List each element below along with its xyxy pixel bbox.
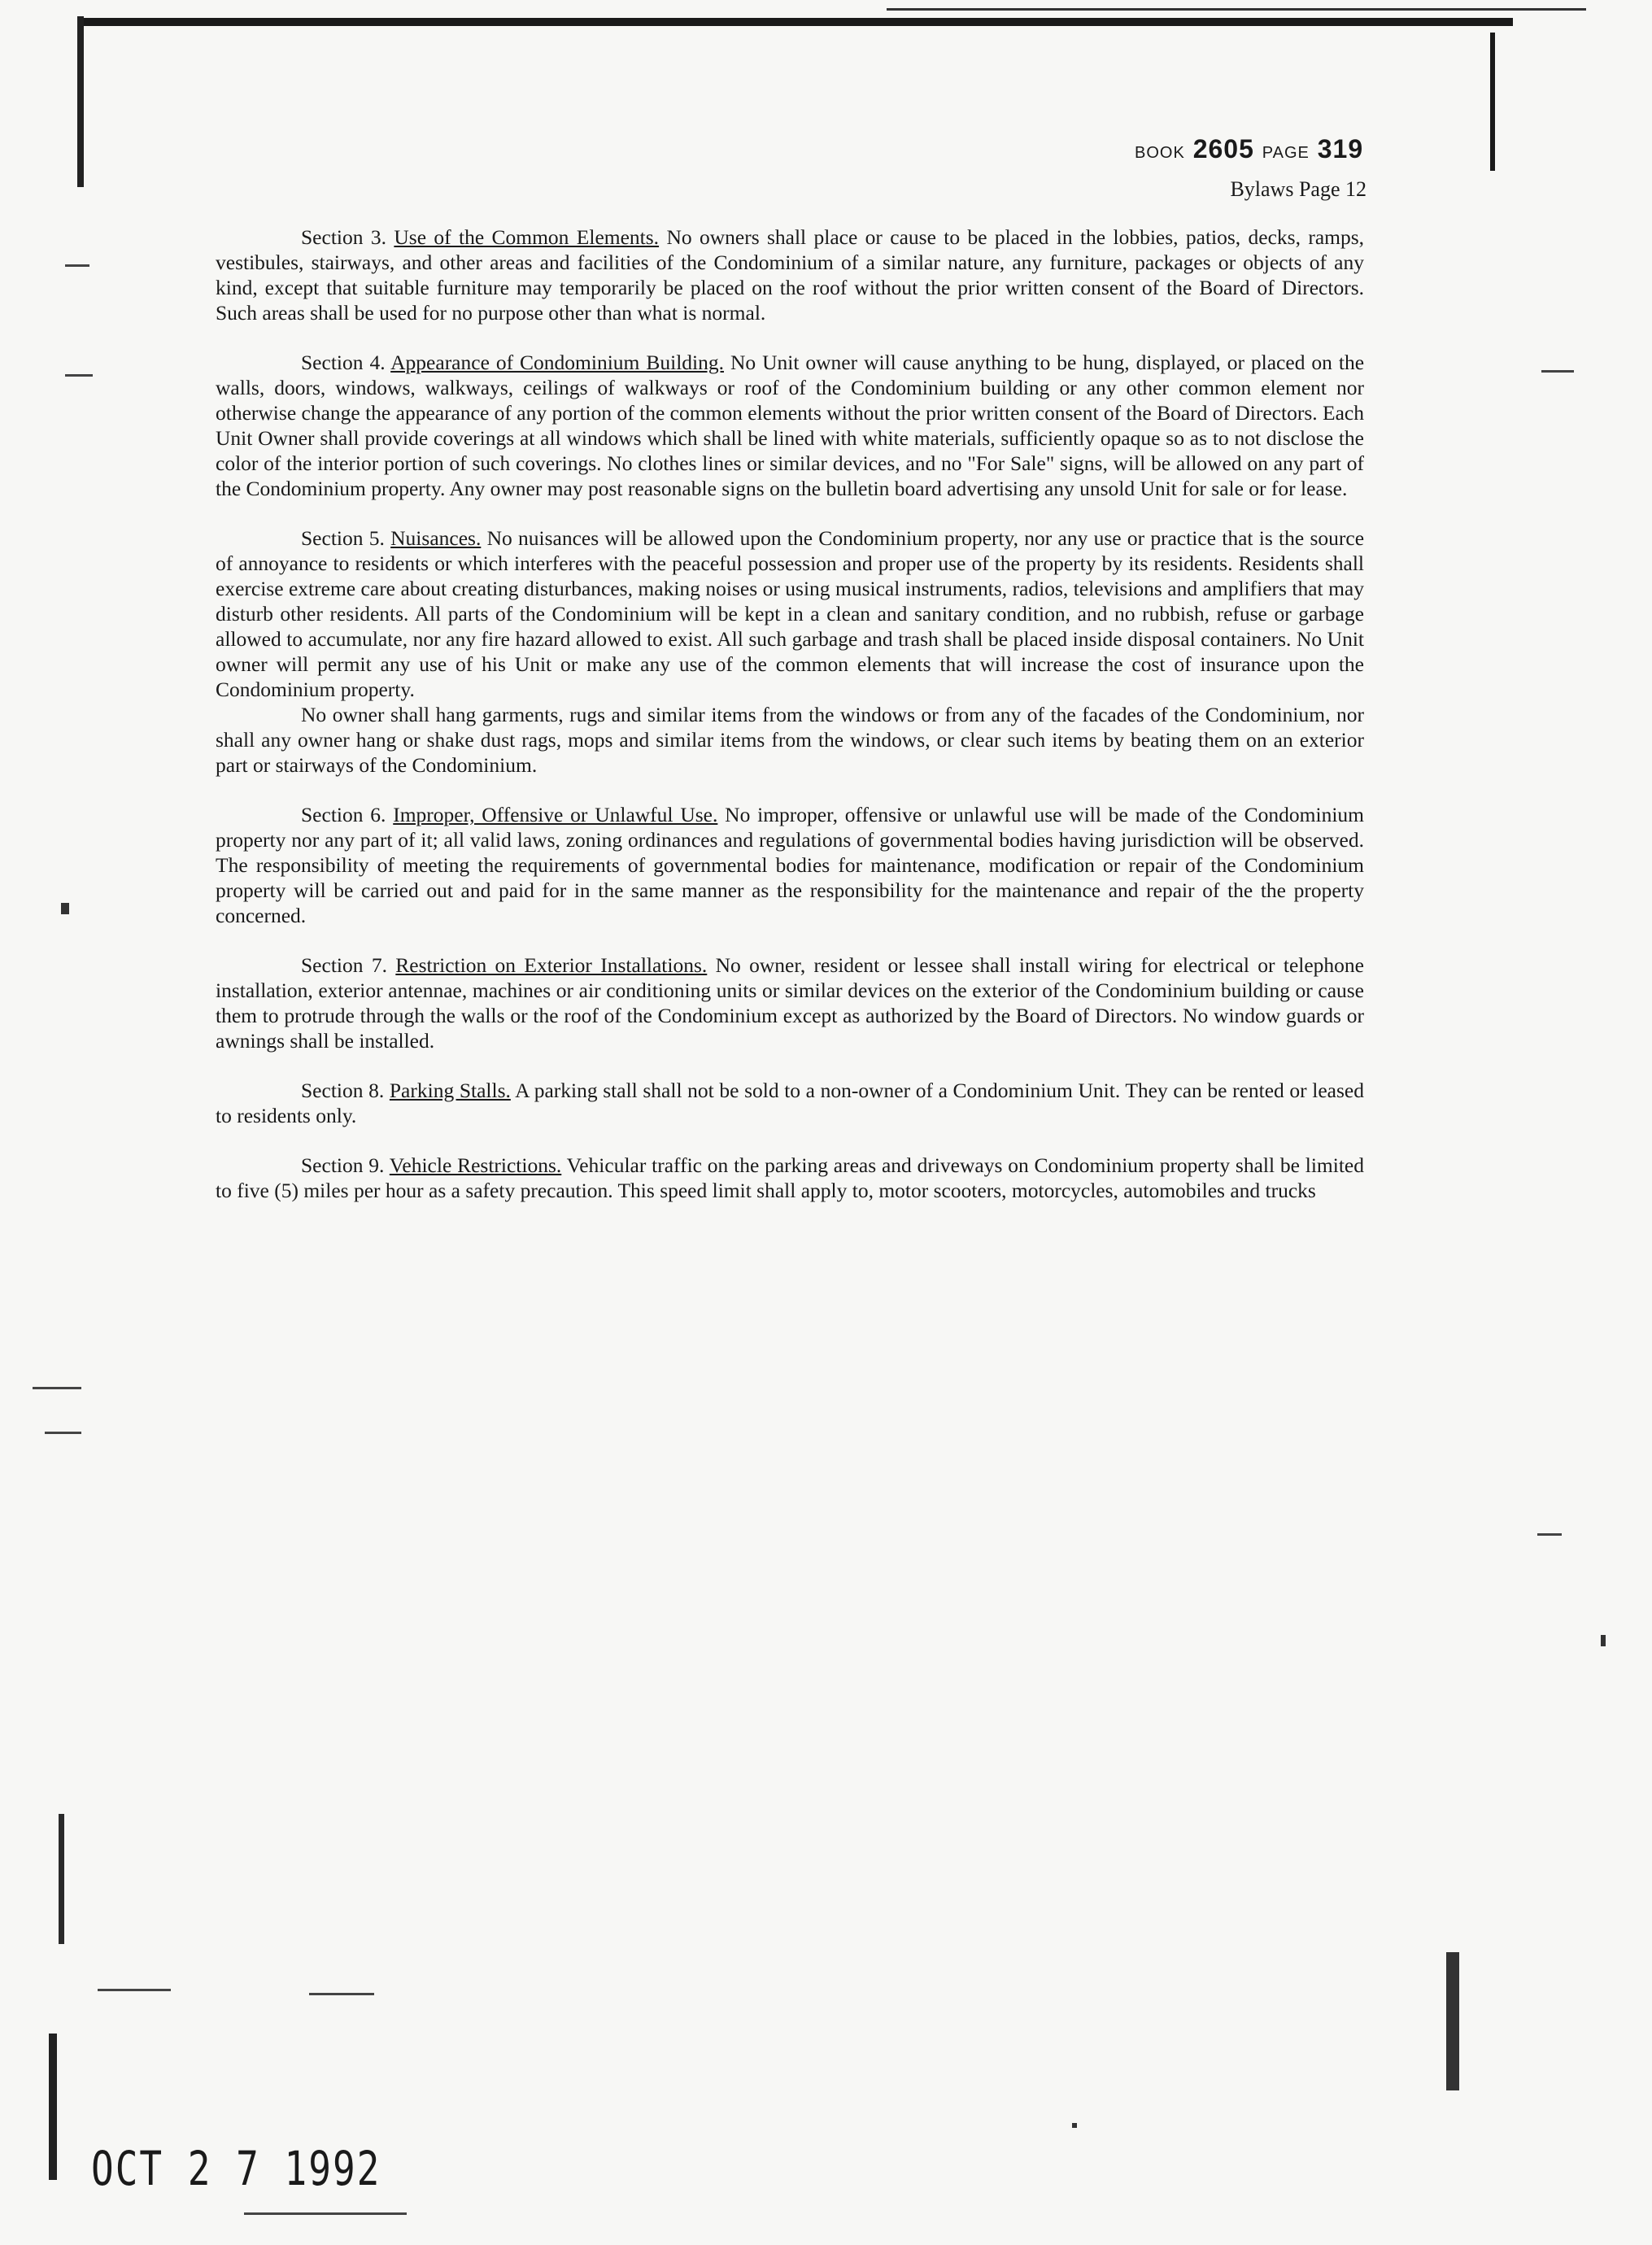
document-page-label: Bylaws Page 12	[1230, 177, 1366, 201]
section-text: No Unit owner will cause anything to be hung, displayed, or placed on the walls, doors, windows, walkways, ceilings of walkways or roof of the Condominium building or any other common element nor otherwise change the appearance of any portion of the common elements without the prior written consent of the Board of Directors. Each Unit Owner shall provide coverings at all windows which shall be lined with white materials, sufficiently opaque so as to not disclose the color of the interior portion of such coverings. No clothes lines or similar devices, and no "For Sale" signs, will be allowed on any part of the Condominium property. Any owner may post reasonable signs on the bulletin board advertising any unsold Unit for sale or for lease.	[216, 351, 1365, 500]
bylaws-body	[216, 224, 1364, 1227]
book-page-reference	[1135, 134, 1428, 164]
section-title: Restriction on Exterior Installations.	[395, 953, 708, 977]
scan-right-mark	[1446, 1952, 1459, 2090]
section-title: Vehicle Restrictions.	[389, 1153, 562, 1177]
scan-top-rule-thin	[887, 8, 1586, 11]
section-title: Appearance of Condominium Building.	[390, 351, 724, 374]
scan-left-bar	[77, 16, 84, 187]
section-5-continuation	[216, 702, 1364, 778]
scan-dash	[1541, 370, 1574, 373]
scan-dash	[309, 1993, 374, 1995]
section-text: No owner shall hang garments, rugs and similar items from the windows or from any of the facades of the Condominium, nor shall any owner hang or shake dust rags, mops and similar items from the windows, or clear such items by beating them on an exterior part or stairways of the Condominium.	[216, 703, 1364, 777]
section-number: Section 9.	[301, 1153, 385, 1177]
section-text: Vehicular traffic on the parking areas and driveways on Condominium property shall be limited to five (5) miles per hour as a safety precaution. This speed limit shall apply to, motor scooters, motorcycles, automobiles and trucks	[216, 1153, 1364, 1202]
book-label: BOOK	[1135, 144, 1185, 162]
section-number: Section 8.	[301, 1079, 385, 1102]
scan-left-bar-bottom	[49, 2034, 57, 2180]
section-number: Section 6.	[301, 803, 386, 826]
page-number: 319	[1317, 134, 1364, 163]
section-title: Improper, Offensive or Unlawful Use.	[393, 803, 718, 826]
scan-dash	[33, 1387, 81, 1389]
scan-top-rule	[81, 18, 1513, 26]
scan-right-bar	[1490, 33, 1495, 171]
scan-dash	[244, 2212, 407, 2215]
section-9	[216, 1153, 1364, 1203]
section-number: Section 5.	[301, 526, 385, 550]
scan-dash	[65, 264, 89, 267]
section-title: Use of the Common Elements.	[394, 225, 660, 249]
scan-dot	[61, 903, 69, 914]
section-text: A parking stall shall not be sold to a non-owner of a Condominium Unit. They can be rented or leased to residents only.	[216, 1079, 1364, 1127]
section-3	[216, 224, 1364, 325]
section-5	[216, 525, 1364, 702]
section-number: Section 7.	[301, 953, 387, 977]
recording-date-stamp: OCT 2 7 1992	[91, 2141, 381, 2196]
book-number: 2605	[1192, 134, 1254, 163]
scan-dash	[65, 374, 93, 377]
section-number: Section 4.	[301, 351, 386, 374]
section-text: No owner, resident or lessee shall install wiring for electrical or telephone installation, exterior antennae, machines or air conditioning units or similar devices on the exterior of the Condominium building or cause them to protrude through the walls or the roof of the Condominium except as authorized by the Board of Directors. No window guards or awnings shall be installed.	[216, 953, 1364, 1053]
section-6	[216, 802, 1364, 928]
section-title: Nuisances.	[390, 526, 482, 550]
scan-left-bar-mid	[59, 1814, 64, 1944]
section-4	[216, 350, 1364, 501]
page-label: PAGE	[1262, 144, 1310, 162]
section-title: Parking Stalls.	[389, 1079, 511, 1102]
section-8	[216, 1078, 1364, 1128]
scan-dash	[45, 1432, 81, 1434]
section-number: Section 3.	[301, 225, 386, 249]
section-7	[216, 952, 1364, 1053]
scan-dash	[1537, 1533, 1562, 1536]
scan-dot	[1601, 1635, 1606, 1646]
section-text: No improper, offensive or unlawful use will be made of the Condominium property nor any part of it; all valid laws, zoning ordinances and regulations of governmental bodies having jurisdiction will be observed. The responsibility of meeting the requirements of governmental bodies for maintenance, modification or repair of the Condominium property will be carried out and paid for in the same manner as the responsibility for the maintenance and repair of the the property concerned.	[216, 803, 1364, 927]
scan-dash	[98, 1989, 171, 1991]
section-text: No owners shall place or cause to be placed in the lobbies, patios, decks, ramps, vestibules, stairways, and other areas and facilities of the Condominium of a similar nature, any furniture, packages or objects of any kind, except that suitable furniture may temporarily be placed on the roof without the prior written consent of the Board of Directors. Such areas shall be used for no purpose other than what is normal.	[216, 225, 1365, 325]
scan-dot	[1072, 2123, 1077, 2128]
section-text: No nuisances will be allowed upon the Condominium property, nor any use or practice that is the source of annoyance to residents or which interferes with the peaceful possession and proper use of the property by its residents. Residents shall exercise extreme care about creating disturbances, making noises or using musical instruments, radios, televisions and amplifiers that may disturb other residents. All parts of the Condominium will be kept in a clean and sanitary condition, and no rubbish, refuse or garbage allowed to accumulate, nor any fire hazard allowed to exist. All such garbage and trash shall be placed inside disposal containers. No Unit owner will permit any use of his Unit or make any use of the common elements that will increase the cost of insurance upon the Condominium property.	[216, 526, 1365, 701]
